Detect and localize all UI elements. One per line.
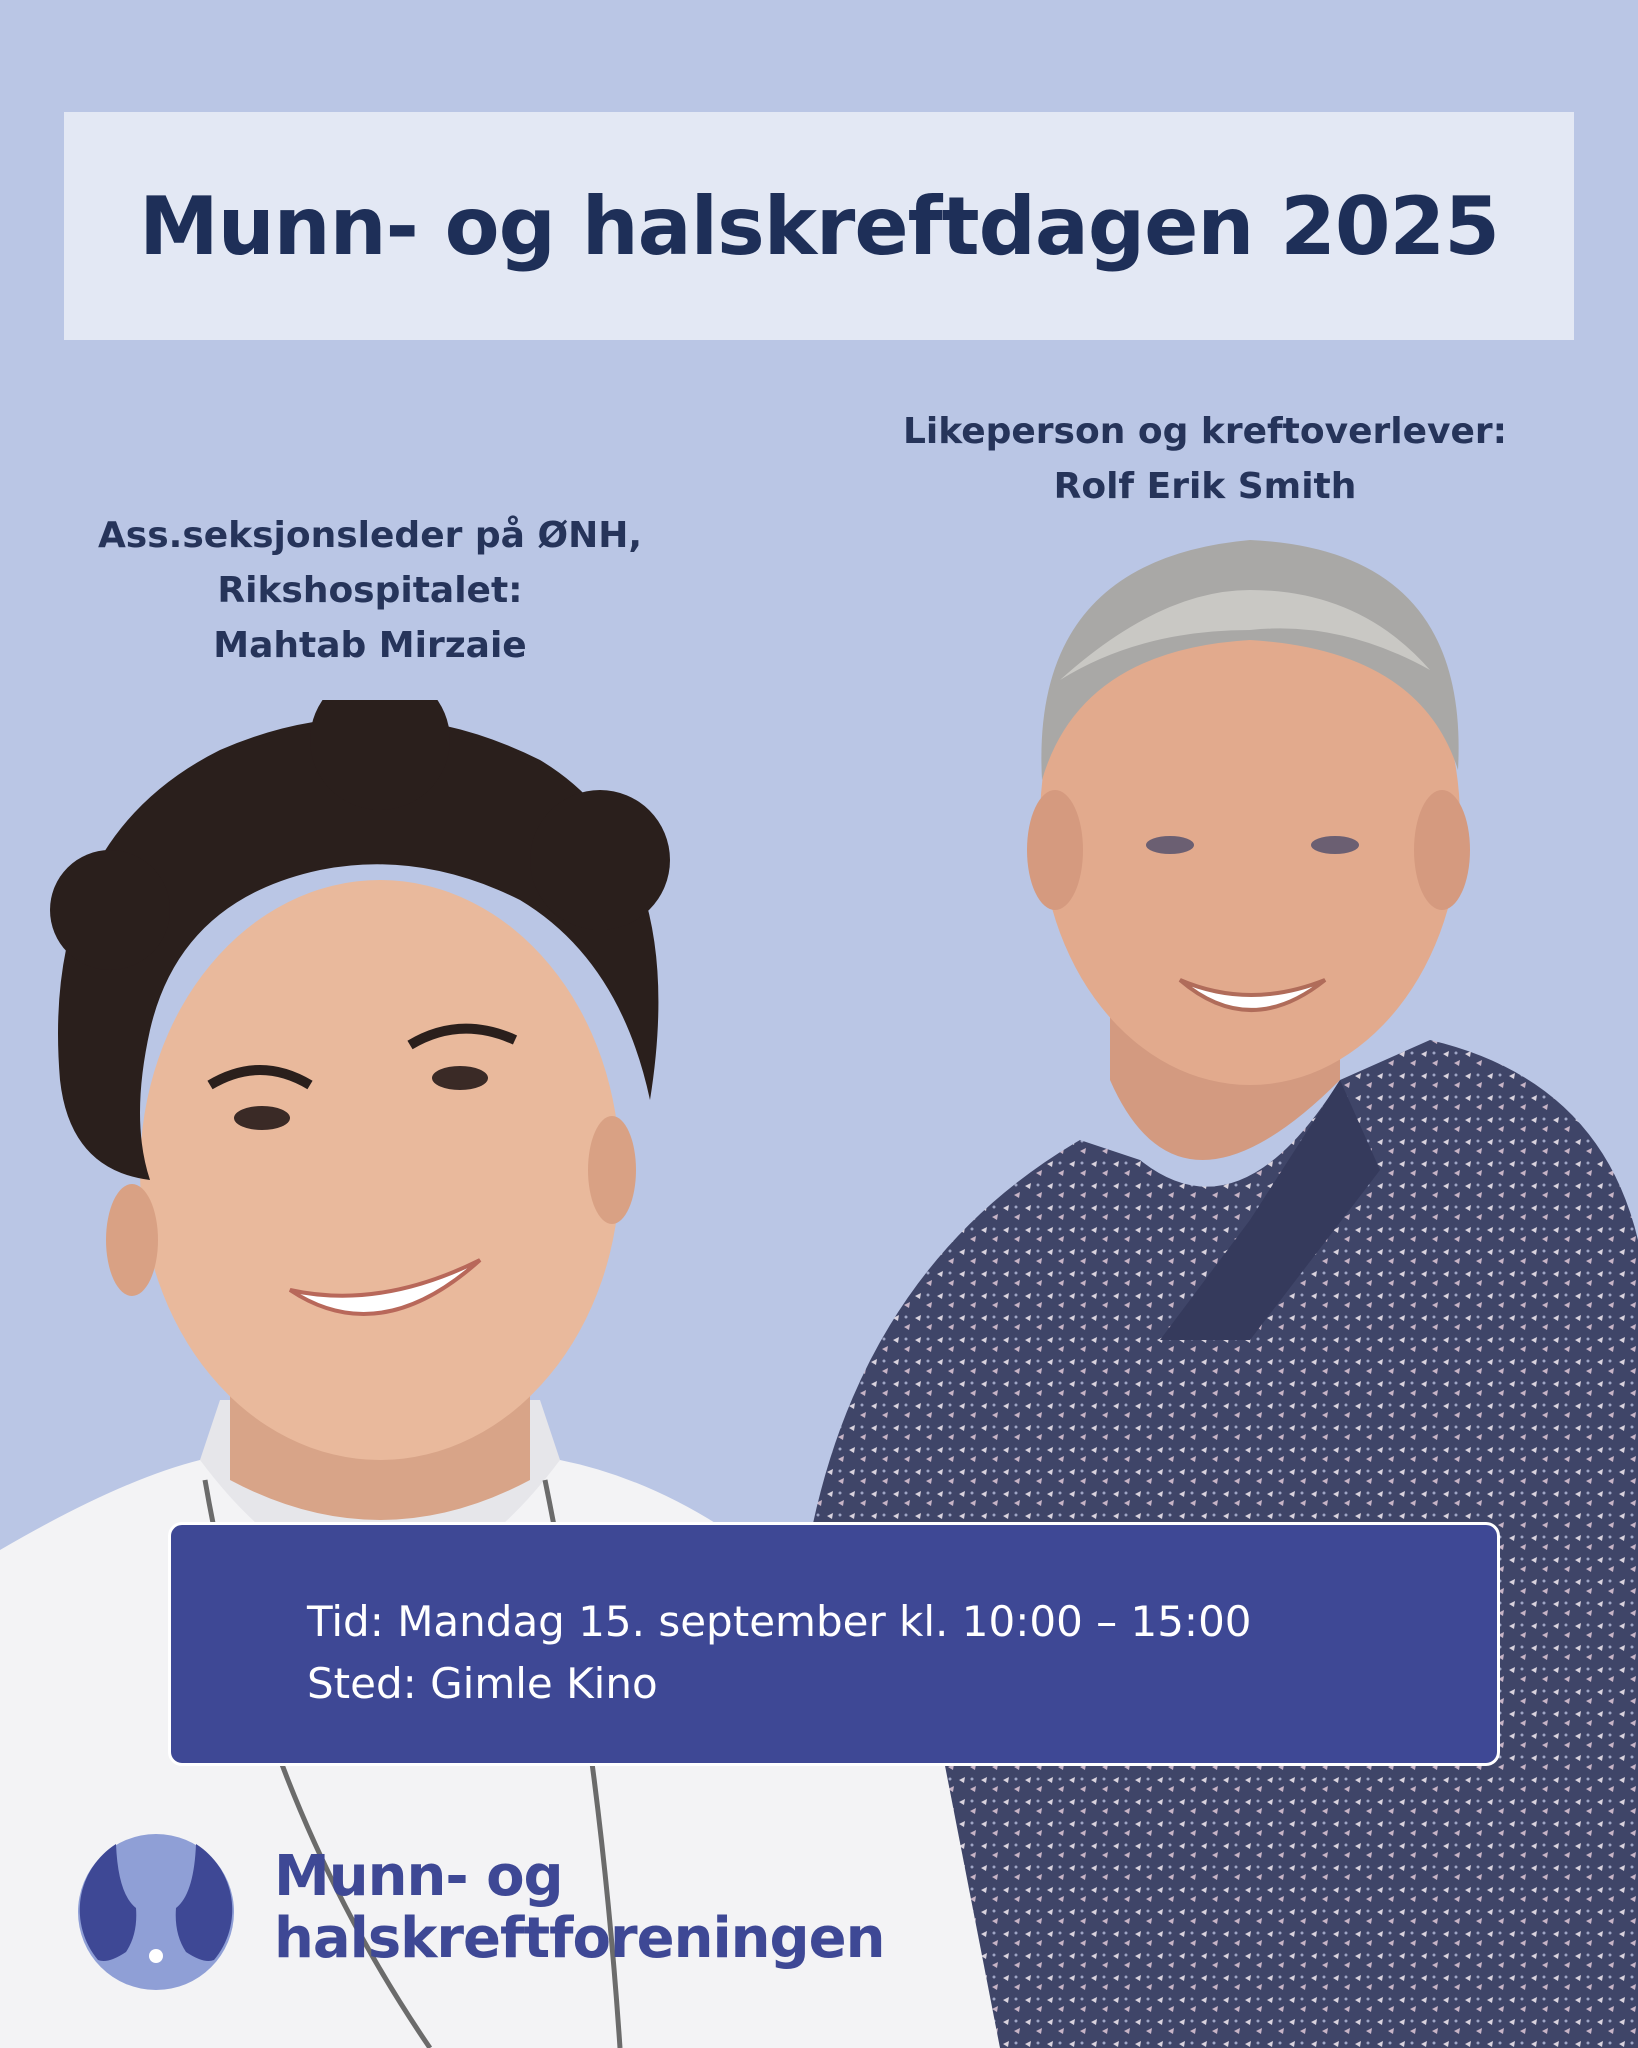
speaker-left-organization: Rikshospitalet: xyxy=(217,570,523,611)
speaker-left-role: Ass.seksjonsleder på ØNH, xyxy=(97,515,643,556)
logo-line-1: Munn- og xyxy=(274,1844,563,1909)
event-info-box xyxy=(168,1522,1500,1766)
page-title: Munn- og halskreftdagen 2025 xyxy=(139,179,1499,273)
event-place: Sted: Gimle Kino xyxy=(307,1659,658,1708)
speaker-right-role: Likeperson og kreftoverlever: xyxy=(902,411,1508,452)
title-banner xyxy=(64,112,1574,340)
event-time: Tid: Mandag 15. september kl. 10:00 – 15:00 xyxy=(307,1597,1252,1646)
organization-logo-text xyxy=(274,1846,884,1970)
speaker-caption-left xyxy=(40,508,700,673)
head-neck-silhouette-icon xyxy=(78,1834,234,1990)
speaker-right-name: Rolf Erik Smith xyxy=(1053,466,1357,507)
logo-line-2: halskreftforeningen xyxy=(274,1906,885,1971)
speaker-caption-right xyxy=(860,404,1550,514)
speaker-left-name: Mahtab Mirzaie xyxy=(213,625,527,666)
